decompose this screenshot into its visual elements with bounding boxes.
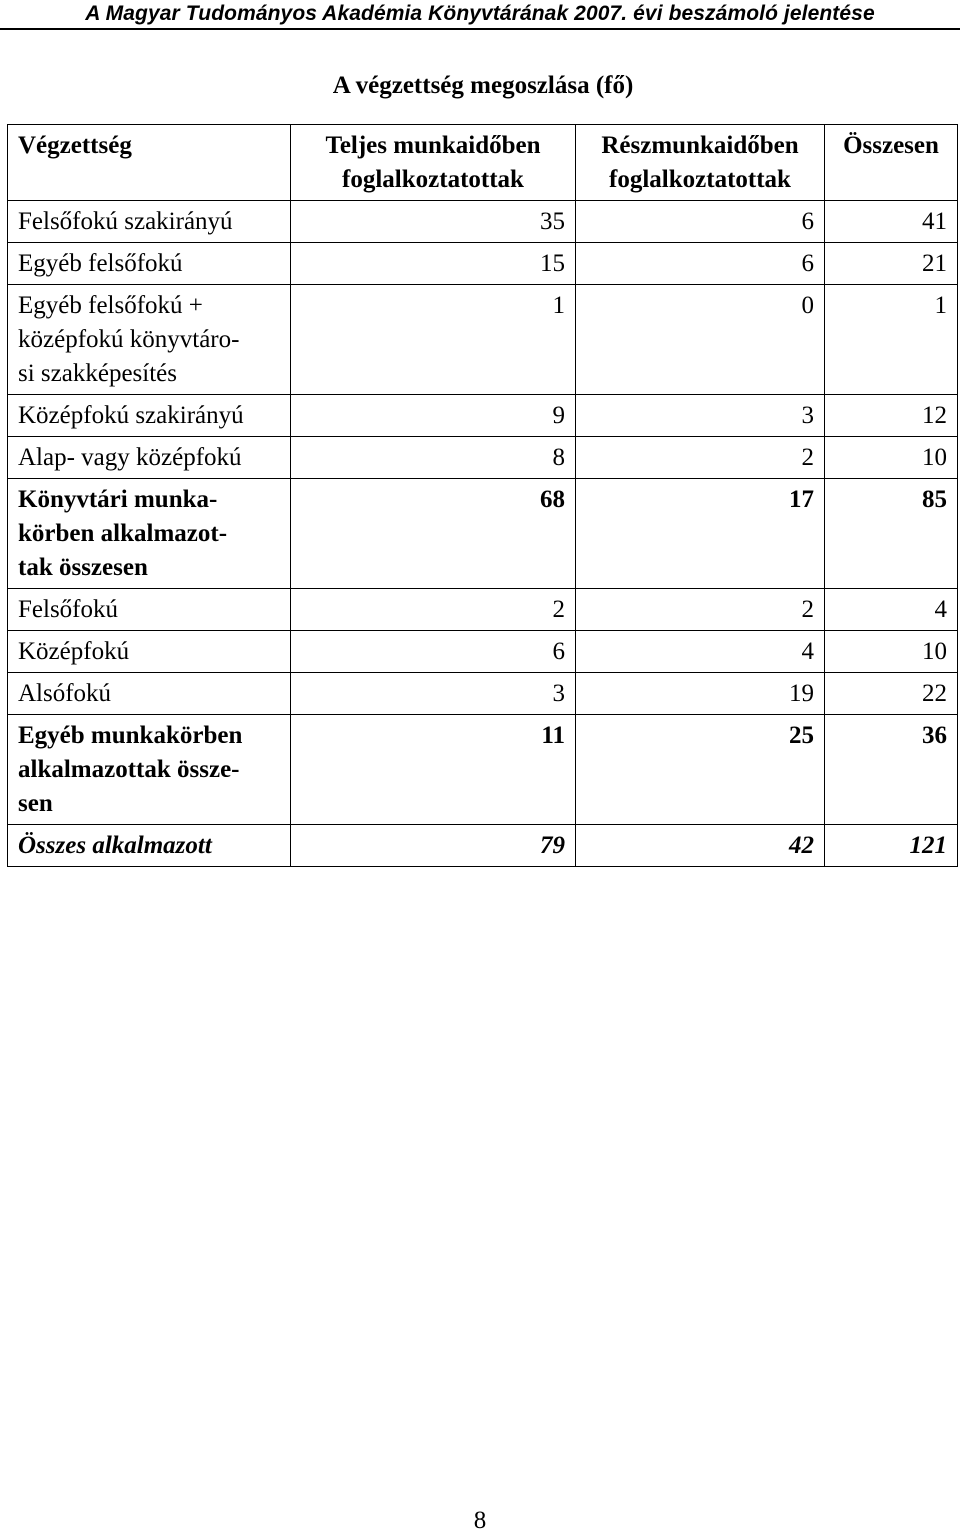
row-label-line: Középfokú szakirányú — [18, 402, 244, 429]
full-time-value: 68 — [291, 479, 576, 589]
row-label-line: Egyéb felsőfokú + — [18, 292, 203, 319]
row-label-line: Alsófokú — [18, 680, 112, 707]
table-row — [8, 243, 958, 285]
row-label — [8, 395, 291, 437]
row-label-line: sen — [18, 790, 53, 817]
table-row — [8, 395, 958, 437]
full-time-value: 8 — [291, 437, 576, 479]
full-time-value: 3 — [291, 673, 576, 715]
row-label-line: Összes alkalmazott — [18, 832, 212, 859]
total-value: 36 — [825, 715, 958, 825]
total-value: 10 — [825, 437, 958, 479]
row-label-line: Felsőfokú — [18, 596, 118, 623]
part-time-value: 0 — [576, 285, 825, 395]
part-time-value: 3 — [576, 395, 825, 437]
column-header-full-time — [291, 125, 576, 201]
row-label — [8, 285, 291, 395]
table-row — [8, 631, 958, 673]
column-header-part-time-line1: Részmunkaidőben — [601, 132, 799, 159]
table-row — [8, 437, 958, 479]
education-table — [7, 124, 958, 867]
row-label-line: Felsőfokú szakirányú — [18, 208, 233, 235]
row-label — [8, 715, 291, 825]
total-value: 85 — [825, 479, 958, 589]
row-label-line: Középfokú — [18, 638, 130, 665]
table-row — [8, 825, 958, 867]
column-header-education: Végzettség — [8, 125, 291, 201]
row-label-line: középfokú könyvtáro- — [18, 326, 240, 353]
part-time-value: 25 — [576, 715, 825, 825]
row-label-line: Könyvtári munka- — [18, 486, 218, 513]
full-time-value: 2 — [291, 589, 576, 631]
part-time-value: 17 — [576, 479, 825, 589]
full-time-value: 9 — [291, 395, 576, 437]
full-time-value: 15 — [291, 243, 576, 285]
total-value: 10 — [825, 631, 958, 673]
row-label-line: alkalmazottak össze- — [18, 756, 240, 783]
row-label — [8, 673, 291, 715]
full-time-value: 79 — [291, 825, 576, 867]
table-body — [8, 201, 958, 867]
column-header-part-time — [576, 125, 825, 201]
row-label — [8, 631, 291, 673]
row-label-line: körben alkalmazot- — [18, 520, 228, 547]
total-value: 12 — [825, 395, 958, 437]
total-value: 121 — [825, 825, 958, 867]
full-time-value: 11 — [291, 715, 576, 825]
part-time-value: 4 — [576, 631, 825, 673]
row-label-line: tak összesen — [18, 554, 148, 581]
row-label — [8, 589, 291, 631]
part-time-value: 2 — [576, 437, 825, 479]
row-label — [8, 437, 291, 479]
row-label — [8, 243, 291, 285]
table-row — [8, 715, 958, 825]
full-time-value: 1 — [291, 285, 576, 395]
part-time-value: 2 — [576, 589, 825, 631]
table-row — [8, 673, 958, 715]
column-header-total: Összesen — [825, 125, 958, 201]
running-header: A Magyar Tudományos Akadémia Könyvtárának 2007. évi beszámoló jelentése — [0, 0, 960, 30]
column-header-full-time-line2: foglalkoztatottak — [342, 166, 524, 193]
part-time-value: 6 — [576, 243, 825, 285]
part-time-value: 6 — [576, 201, 825, 243]
total-value: 4 — [825, 589, 958, 631]
row-label-line: Alap- vagy középfokú — [18, 444, 242, 471]
full-time-value: 35 — [291, 201, 576, 243]
part-time-value: 19 — [576, 673, 825, 715]
total-value: 41 — [825, 201, 958, 243]
row-label — [8, 479, 291, 589]
full-time-value: 6 — [291, 631, 576, 673]
page-number: 8 — [473, 1507, 487, 1534]
part-time-value: 42 — [576, 825, 825, 867]
table-row — [8, 479, 958, 589]
row-label-line: Egyéb felsőfokú — [18, 250, 183, 277]
row-label-line: si szakképesítés — [18, 360, 177, 387]
table-row — [8, 201, 958, 243]
row-label — [8, 825, 291, 867]
row-label — [8, 201, 291, 243]
table-row — [8, 285, 958, 395]
total-value: 1 — [825, 285, 958, 395]
total-value: 21 — [825, 243, 958, 285]
total-value: 22 — [825, 673, 958, 715]
column-header-full-time-line1: Teljes munkaidőben — [325, 132, 541, 159]
row-label-line: Egyéb munkakörben — [18, 722, 243, 749]
table-row — [8, 589, 958, 631]
table-header-row — [8, 125, 958, 201]
table-caption: A végzettség megoszlása (fő) — [332, 72, 634, 99]
column-header-part-time-line2: foglalkoztatottak — [609, 166, 791, 193]
